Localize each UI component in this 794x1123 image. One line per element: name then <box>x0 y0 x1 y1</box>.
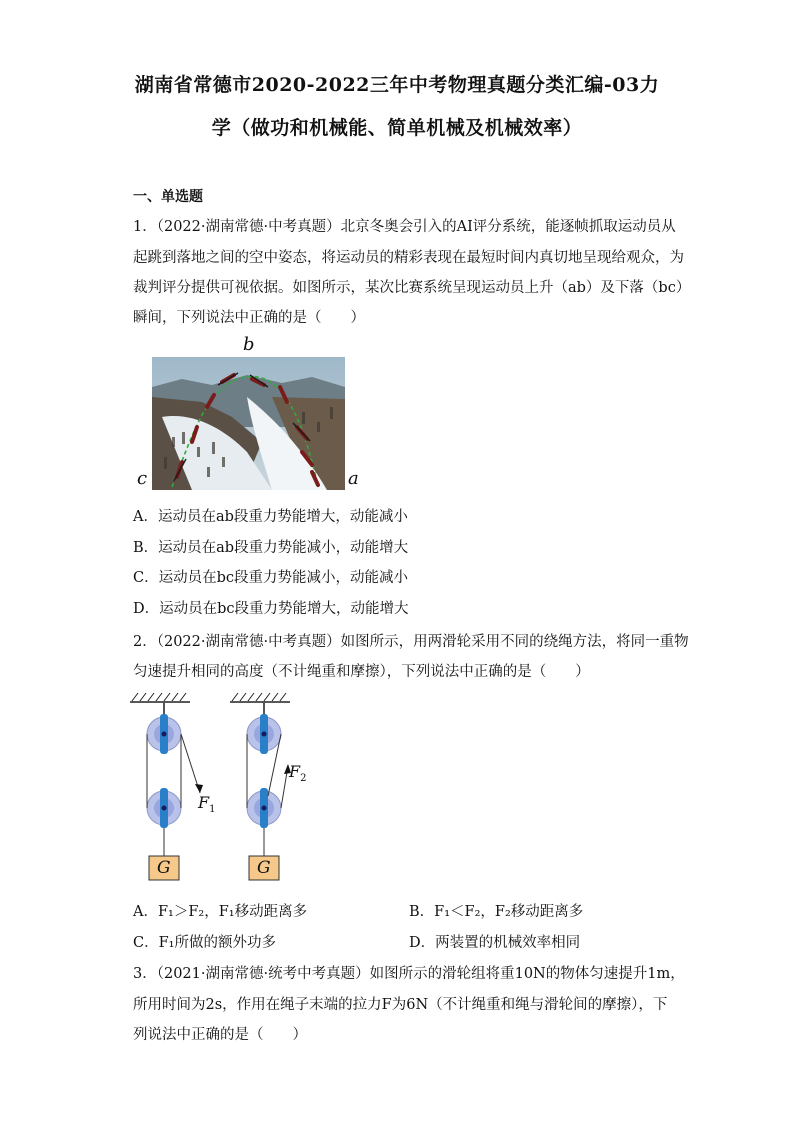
q1-option-a[interactable]: A．运动员在ab段重力势能增大，动能减小 <box>133 509 408 525</box>
pulley-label-f2: $F_2$ <box>289 762 307 785</box>
page-title-line2: 学（做功和机械能、简单机械及机械效率） <box>211 117 583 139</box>
q1-option-d[interactable]: D．运动员在bc段重力势能增大，动能增大 <box>133 601 409 617</box>
pulley-label-g-right: G <box>257 858 271 878</box>
q1-text-line-3: 裁判评分提供可视依据。如图所示，某次比赛系统呈现运动员上升（ab）及下落（bc） <box>133 280 691 296</box>
q1-label-b: b <box>243 334 255 355</box>
q1-option-c[interactable]: C．运动员在bc段重力势能减小，动能减小 <box>133 570 408 586</box>
q1-option-b[interactable]: B．运动员在ab段重力势能减小，动能增大 <box>133 540 409 556</box>
q2-text-line-2: 匀速提升相同的高度（不计绳重和摩擦），下列说法中正确的是（ ） <box>133 664 590 680</box>
ski-jump-photo <box>152 357 345 490</box>
q2-option-b[interactable]: B．F₁＜F₂，F₂移动距离多 <box>409 904 584 920</box>
section-heading: 一、单选题 <box>133 189 203 205</box>
pulley-label-g-left: G <box>157 858 171 878</box>
q2-option-d[interactable]: D．两装置的机械效率相同 <box>409 935 581 951</box>
q2-option-a[interactable]: A．F₁＞F₂，F₁移动距离多 <box>133 904 308 920</box>
q2-text-line-1: 2．（2022·湖南常德·中考真题）如图所示，用两滑轮采用不同的绕绳方法，将同一重物 <box>133 634 689 650</box>
q3-text-line-1: 3．（2021·湖南常德·统考中考真题）如图所示的滑轮组将重10N的物体匀速提升1m， <box>133 966 685 982</box>
q3-text-line-2: 所用时间为2s，作用在绳子末端的拉力F为6N（不计绳重和绳与滑轮间的摩擦），下 <box>133 997 668 1013</box>
q1-text-line-1: 1．（2022·湖南常德·中考真题）北京冬奥会引入的AI评分系统，能逐帧抓取运动员从 <box>133 219 676 235</box>
q1-text-line-4: 瞬间，下列说法中正确的是（ ） <box>133 310 365 326</box>
page-title-line1: 湖南省常德市2020-2022三年中考物理真题分类汇编-03力 <box>134 74 660 96</box>
q1-label-c: c <box>137 468 148 489</box>
q1-label-a: a <box>348 468 359 489</box>
q2-option-c[interactable]: C．F₁所做的额外功多 <box>133 935 276 951</box>
pulley-label-f1: $F_1$ <box>198 793 216 816</box>
q1-text-line-2: 起跳到落地之间的空中姿态，将运动员的精彩表现在最短时间内真切地呈现给观众，为 <box>133 250 684 266</box>
q3-text-line-3: 列说法中正确的是（ ） <box>133 1027 307 1043</box>
